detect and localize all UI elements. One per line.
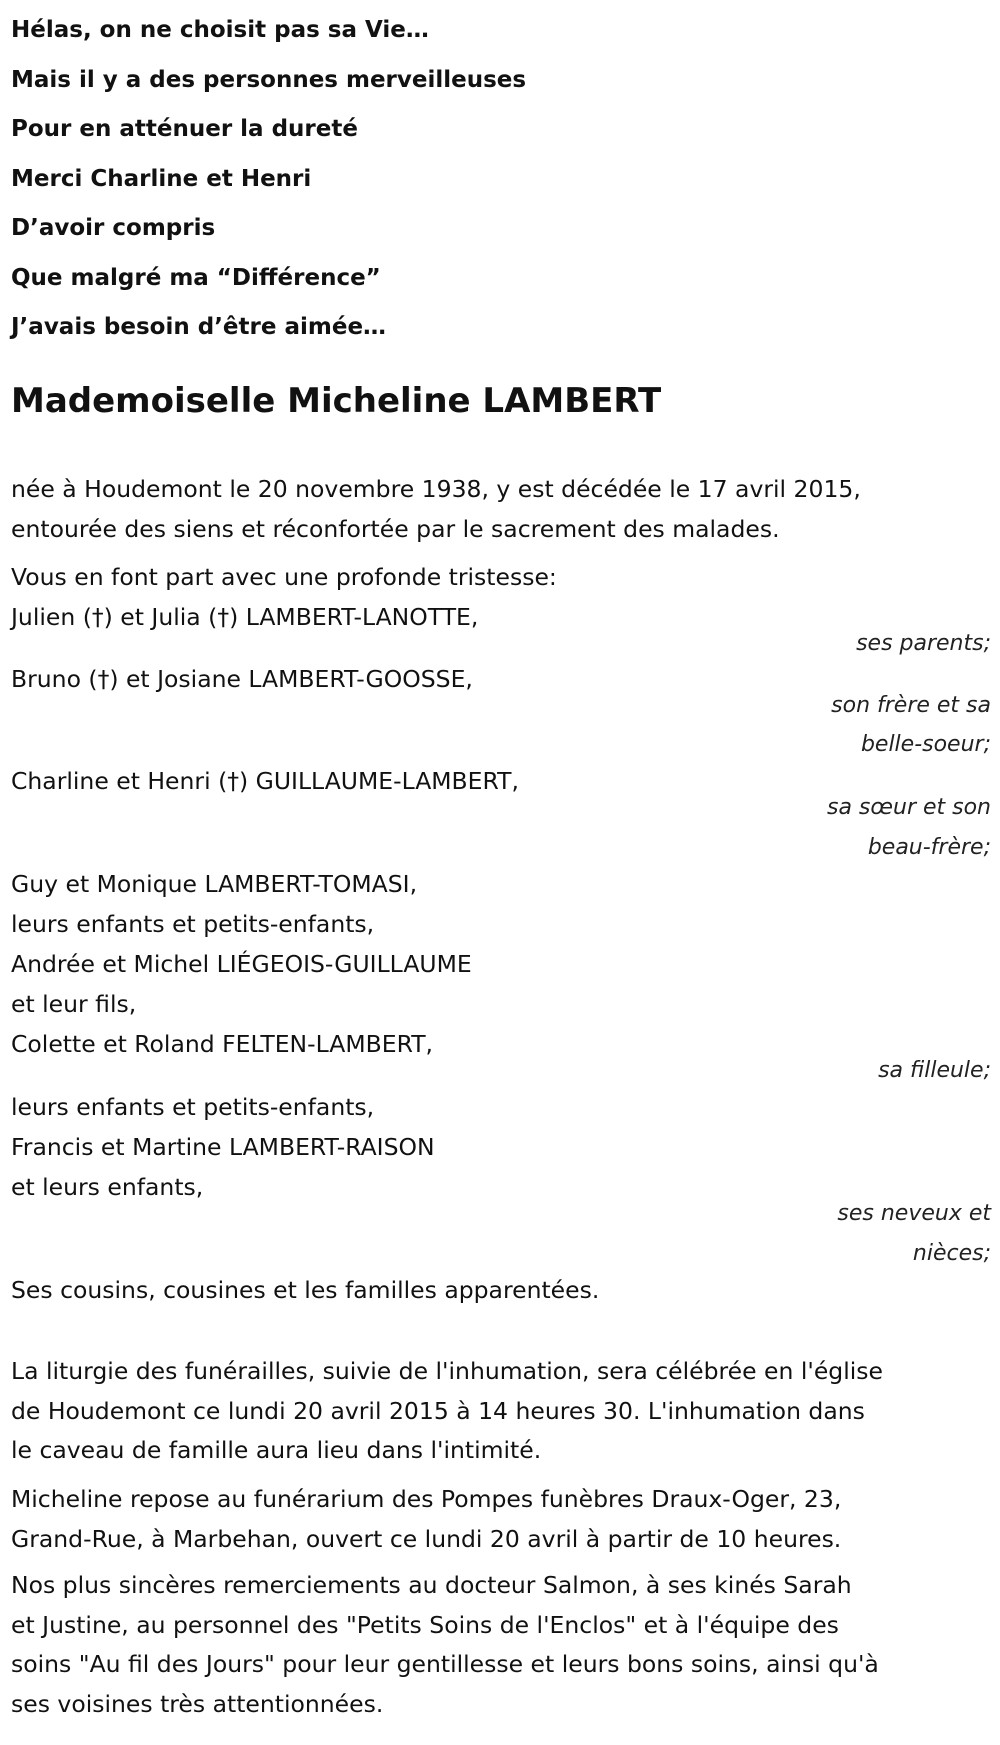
birth-death-paragraph xyxy=(11,470,991,549)
family-role: ses neveux et xyxy=(837,1201,991,1226)
family-line: Ses cousins, cousines et les familles apparentées. xyxy=(11,1276,600,1304)
poem-line: D’avoir compris xyxy=(11,215,216,241)
poem-line: J’avais besoin d’être aimée… xyxy=(11,314,387,340)
family-role: sa filleule; xyxy=(878,1058,991,1083)
family-role: sa sœur et son xyxy=(826,795,991,820)
paragraph-line: La liturgie des funérailles, suivie de l'inhumation, sera célébrée en l'église xyxy=(11,1357,883,1385)
family-line: Colette et Roland FELTEN-LAMBERT, xyxy=(11,1030,434,1058)
poem-line: Mais il y a des personnes merveilleuses xyxy=(11,66,527,93)
family-line: Guy et Monique LAMBERT-TOMASI, xyxy=(11,870,418,898)
paragraph-line: ses voisines très attentionnées. xyxy=(11,1689,384,1718)
paragraph-line: Grand-Rue, à Marbehan, ouvert ce lundi 20 avril à partir de 10 heures. xyxy=(11,1524,842,1553)
family-line: Charline et Henri (†) GUILLAUME-LAMBERT, xyxy=(11,767,519,795)
paragraph-line: entourée des siens et réconfortée par le sacrement des malades. xyxy=(11,514,780,543)
family-line: Bruno (†) et Josiane LAMBERT-GOOSSE, xyxy=(11,665,473,693)
thanks-paragraph xyxy=(11,1566,991,1724)
paragraph-line: et Justine, au personnel des "Petits Soins de l'Enclos" et à l'équipe des xyxy=(11,1610,839,1639)
family-role: belle-soeur; xyxy=(860,732,991,757)
intro-line: Vous en font part avec une profonde tristesse: xyxy=(11,563,557,591)
funerarium-paragraph xyxy=(11,1480,991,1559)
paragraph-line: Micheline repose au funérarium des Pompes funèbres Draux-Oger, 23, xyxy=(11,1485,842,1513)
family-line: leurs enfants et petits-enfants, xyxy=(11,1093,375,1121)
poem-line: Que malgré ma “Différence” xyxy=(11,264,381,291)
family-role: nièces; xyxy=(912,1241,991,1266)
family-line: et leur fils, xyxy=(11,990,137,1018)
family-role: son frère et sa xyxy=(831,693,991,718)
paragraph-line: née à Houdemont le 20 novembre 1938, y est décédée le 17 avril 2015, xyxy=(11,475,861,503)
paragraph-line: Nos plus sincères remerciements au docteur Salmon, à ses kinés Sarah xyxy=(11,1571,852,1599)
poem-line: Hélas, on ne choisit pas sa Vie… xyxy=(11,17,429,43)
poem xyxy=(11,6,911,353)
family-line: leurs enfants et petits-enfants, xyxy=(11,910,375,938)
family-role: ses parents; xyxy=(856,631,991,656)
family-line: Francis et Martine LAMBERT-RAISON xyxy=(11,1133,435,1161)
poem-line: Merci Charline et Henri xyxy=(11,165,312,192)
funeral-paragraph xyxy=(11,1352,991,1471)
family-role: beau-frère; xyxy=(867,835,991,860)
paragraph-line: le caveau de famille aura lieu dans l'intimité. xyxy=(11,1436,542,1464)
paragraph-line: soins "Au fil des Jours" pour leur gentillesse et leurs bons soins, ainsi qu'à xyxy=(11,1650,879,1678)
family-line: Andrée et Michel LIÉGEOIS-GUILLAUME xyxy=(11,950,472,978)
poem-line: Pour en atténuer la dureté xyxy=(11,116,358,142)
family-line: Julien (†) et Julia (†) LAMBERT-LANOTTE, xyxy=(11,603,479,631)
deceased-name-title: Mademoiselle Micheline LAMBERT xyxy=(11,381,662,421)
paragraph-line: de Houdemont ce lundi 20 avril 2015 à 14 heures 30. L'inhumation dans xyxy=(11,1396,865,1425)
family-line: et leurs enfants, xyxy=(11,1173,204,1201)
